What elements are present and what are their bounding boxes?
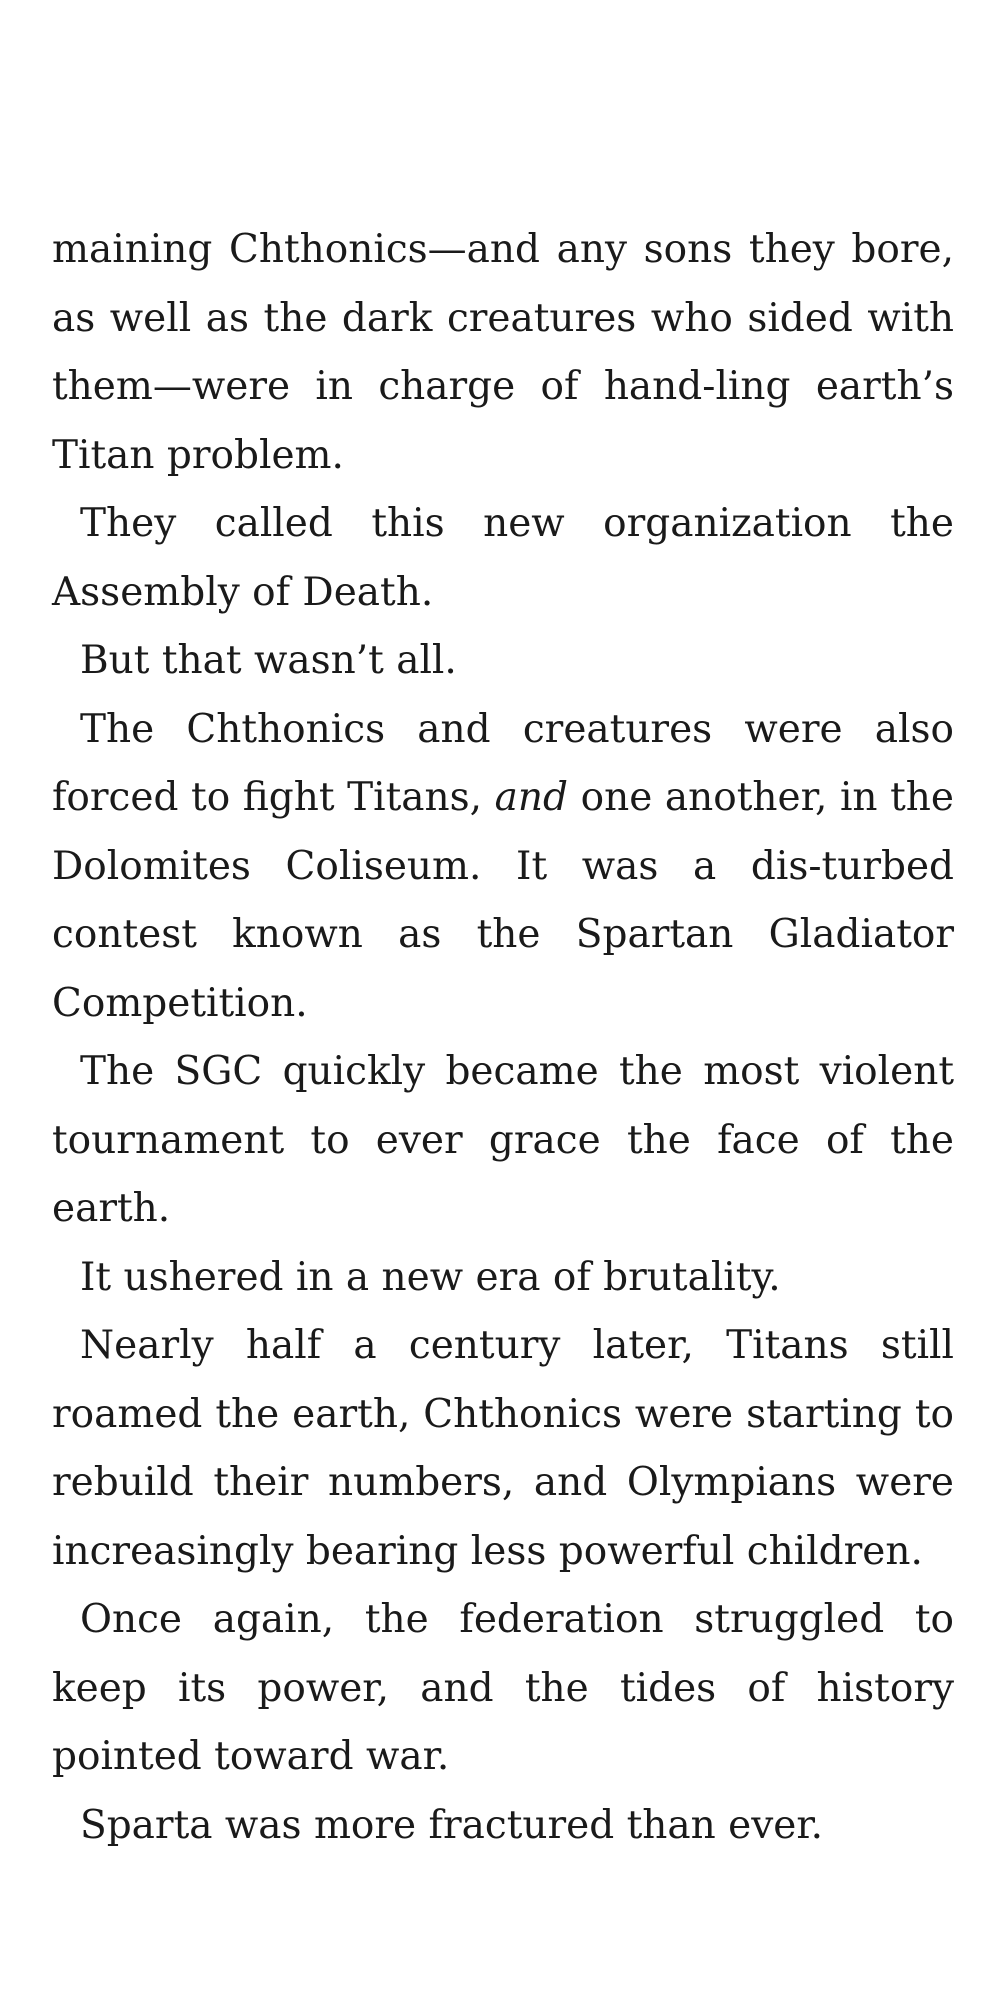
paragraph: maining Chthonics—and any sons they bore, as well as the dark creatures who sided with them—were in charge of hand-ling earth’s Titan problem. (52, 227, 954, 478)
paragraph-text: The Chthonics and creatures were also forced to fight Titans, (52, 706, 954, 820)
paragraph: But that wasn’t all. (80, 638, 457, 683)
paragraph: It ushered in a new era of brutality. (80, 1254, 781, 1300)
paragraph (52, 696, 954, 1039)
emphasized-word: and (494, 775, 569, 820)
paragraph: They called this new organization the Assembly of Death. (52, 501, 954, 615)
paragraph: Once again, the federation struggled to keep its power, and the tides of history pointed toward war. (52, 1597, 954, 1779)
paragraph-text: one another, in the Dolomites Coliseum. It was a dis-turbed contest known as the Spartan Gladiator Competition. (52, 775, 954, 1026)
paragraph: The SGC quickly became the most violent tournament to ever grace the face of the earth. (52, 1049, 954, 1231)
paragraph: Nearly half a century later, Titans still roamed the earth, Chthonics were starting to rebuild their numbers, and Olympians were increasingly bearing less powerful children. (52, 1323, 954, 1574)
paragraph: Sparta was more fractured than ever. (80, 1802, 824, 1848)
page-text (52, 216, 954, 1860)
